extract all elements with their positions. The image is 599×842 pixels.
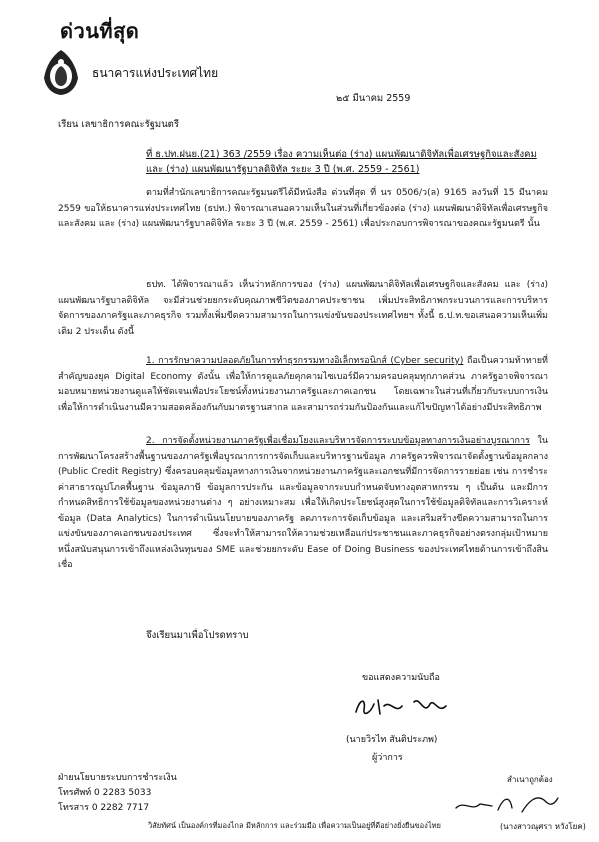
bank-name: ธนาคารแห่งประเทศไทย: [92, 66, 219, 80]
certified-copy-label: สำเนาถูกต้อง: [507, 775, 553, 784]
closing-line: จึงเรียนมาเพื่อโปรดทราบ: [146, 630, 249, 641]
subject-line: ที่ ธ.ปท.ฝนย.(21) 363 /2559 เรื่อง ความเห็นต่อ (ร่าง) แผนพัฒนาดิจิทัลเพื่อเศรษฐกิจและสังคม และ (ร่าง) แผนพัฒนารัฐบาลดิจิทัล ระยะ 3 ปี (พ.ศ. 2559 - 2561): [146, 149, 537, 175]
salutation: เรียน เลขาธิการคณะรัฐมนตรี: [58, 119, 179, 130]
urgency-label: ด่วนที่สุด: [60, 19, 140, 43]
fax-number: โทรสาร 0 2282 7717: [58, 803, 150, 813]
paragraph-reference-text: ตามที่สำนักเลขาธิการคณะรัฐมนตรีได้มีหนังสือ ด่วนที่สุด ที่ นร 0506/ว(ล) 9165 ลงวันที่ 15 มีนาคม 2559 ขอให้ธนาคารแห่งประเทศไทย (ธปท.) พิจารณาเสนอความเห็นในส่วนที่เกี่ยวข้องต่อ (ร่าง) แผนพัฒนาดิจิทัลเพื่อเศรษฐกิจและสังคม และ (ร่าง) แผนพัฒนารัฐบาลดิจิทัล ระยะ 3 ปี (พ.ศ. 2559 - 2561) เพื่อประกอบการพิจารณาของคณะรัฐมนตรี นั้น: [58, 188, 548, 229]
certifier-name: (นางสาวณุศรา หวังโยค): [500, 822, 586, 831]
department-contact: [58, 771, 177, 816]
paragraph-opinion-text: ธปท. ได้พิจารณาแล้ว เห็นว่าหลักการของ (ร่าง) แผนพัฒนาดิจิทัลเพื่อเศรษฐกิจและสังคม และ (ร่าง) แผนพัฒนารัฐบาลดิจิทัล จะมีส่วนช่วยยกระดับคุณภาพชีวิตของภาคประชาชน เพิ่มประสิทธิภาพกระบวนการและการบริหารจัดการของภาครัฐและภาคธุรกิจ รวมทั้งเพิ่มขีดความสามารถในการแข่งขันของประเทศไทยฯ ทั้งนี้ ธ.ป.ท.ขอเสนอความเห็นเพิ่มเติม 2 ประเด็น ดังนี้: [58, 280, 548, 337]
certifier-signature-icon: [452, 790, 562, 818]
paragraph-reference: [58, 186, 548, 233]
point-cyber-security-body: ถือเป็นความท้าทายที่สำคัญของยุค Digital Economy ดังนั้น เพื่อให้การดูแลภัยคุกคามไซเบอร์มีความครอบคลุมทุกภาคส่วน ภาครัฐอาจพิจารณามอบหมายหน่วยงานดูแลให้ชัดเจนเพื่อประโยชน์ทั้งหน่วยงานภาครัฐและภาคเอกชน โดยเฉพาะในส่วนที่เกี่ยวกับระบบการเงิน เพื่อให้การดำเนินงานมีความสอดคล้องกันกับมาตรฐานสากล และสามารถร่วมกันป้องกันและแก้ไขปัญหาได้อย่างมีประสิทธิภาพ: [58, 356, 548, 413]
phone-number: โทรศัพท์ 0 2283 5033: [58, 788, 152, 798]
paragraph-opinion: [58, 278, 548, 340]
signer-title: ผู้ว่าการ: [372, 753, 403, 763]
bank-of-thailand-seal-icon: [40, 48, 82, 96]
letter-date: ๒๕ มีนาคม 2559: [336, 93, 411, 104]
department-name: ฝ่ายนโยบายระบบการชำระเงิน: [58, 773, 177, 783]
vision-footer: วิสัยทัศน์ เป็นองค์กรที่มองไกล มีหลักการ และร่วมมือ เพื่อความเป็นอยู่ที่ดีอย่างยั่งยืนของไทย: [148, 821, 441, 830]
point-credit-registry-body: ในการพัฒนาโครงสร้างพื้นฐานของภาครัฐเพื่อบูรณาการการจัดเก็บและบริหารฐานข้อมูล ภาครัฐควรพิจารณาจัดตั้งฐานข้อมูลกลาง (Public Credit Registry) ซึ่งครอบคลุมข้อมูลทางการเงินจากหน่วยงานภาครัฐและเอกชนที่มีการจัดการรายย่อย เช่น การชำระค่าสาธารณูปโภคพื้นฐาน ข้อมูลภาษี ข้อมูลการประกัน และข้อมูลจากระบบกำหนดจับทางอุตสาหกรรม ๆ เป็นต้น และมีการกำหนดสิทธิการใช้ข้อมูลของหน่วยงานต่าง ๆ อย่างเหมาะสม เพื่อให้เกิดประโยชน์สูงสุดในการใช้ข้อมูลดิจิทัลและการวิเคราะห์ข้อมูล (Data Analytics) ในการดำเนินนโยบายของภาครัฐ ลดภาระการจัดเก็บข้อมูล และเสริมสร้างขีดความสามารถในการแข่งขันของภาคเอกชนของประเทศ ซึ่งจะทำให้สามารถให้ความช่วยเหลือแก่ประชาชนและภาคธุรกิจอย่างตรงกลุ่มเป้าหมาย หนึ่งสนับสนุนการเข้าถึงแหล่งเงินทุนของ SME และช่วยยกระดับ Ease of Doing Business ของประเทศไทยด้านการเข้าถึงสินเชื่อ: [58, 436, 548, 570]
point-credit-registry: [58, 434, 548, 574]
governor-signature-icon: [350, 692, 460, 722]
point-credit-registry-title: 2. การจัดตั้งหน่วยงานภาครัฐเพื่อเชื่อมโยงและบริหารจัดการระบบข้อมูลทางการเงินอย่างบูรณาการ: [146, 436, 530, 446]
signer-name: (นายวิรไท สันติประภพ): [346, 735, 438, 745]
point-cyber-security: [58, 354, 548, 416]
point-cyber-security-title: 1. การรักษาความปลอดภัยในการทำธุรกรรมทางอิเล็กทรอนิกส์ (Cyber security): [146, 356, 464, 366]
respect-line: ขอแสดงความนับถือ: [362, 673, 440, 683]
